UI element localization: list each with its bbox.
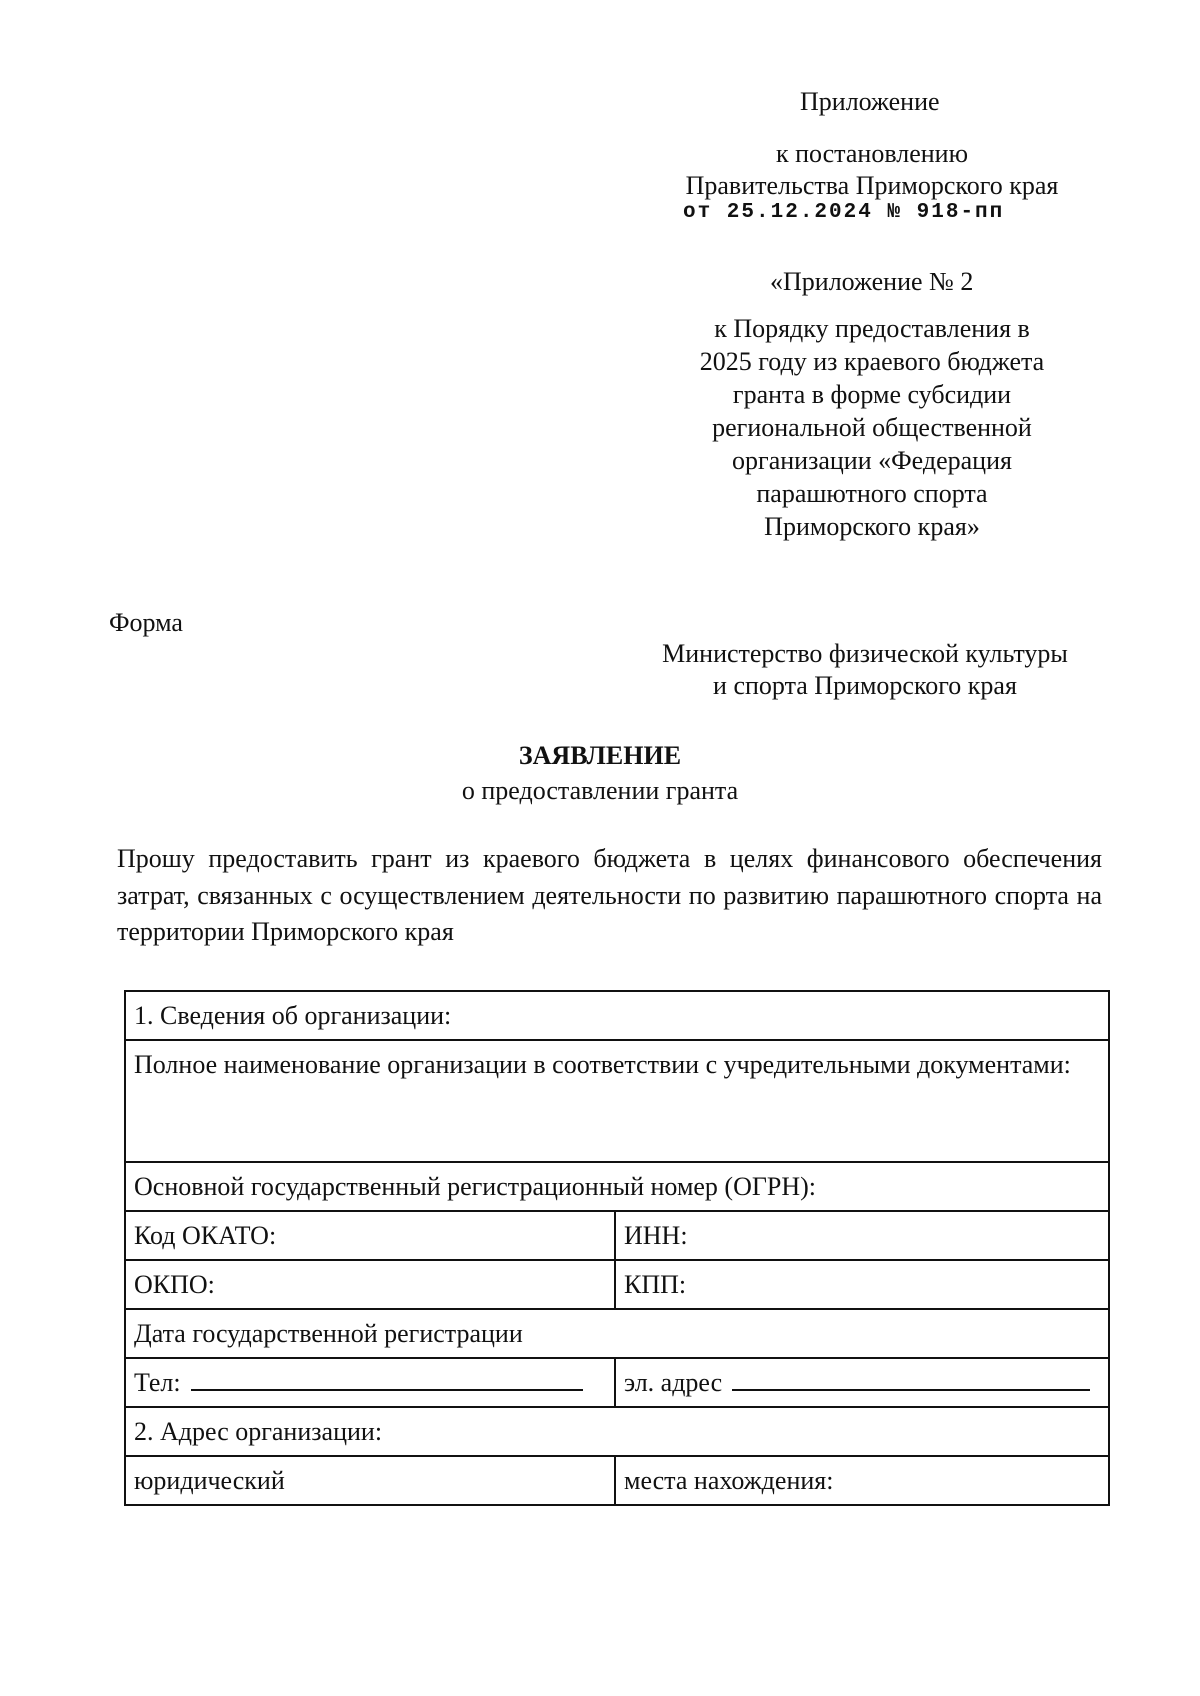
- table-row: [125, 991, 1109, 1040]
- table-row: [125, 1309, 1109, 1358]
- organization-info-table: [124, 990, 1110, 1506]
- order-line: организации «Федерация: [732, 446, 1012, 475]
- order-line: региональной общественной: [712, 413, 1032, 442]
- email-field[interactable]: [615, 1358, 1109, 1407]
- order-reference: [662, 312, 1082, 543]
- order-line: Приморского края»: [764, 512, 980, 541]
- okato-field[interactable]: Код ОКАТО:: [125, 1211, 615, 1260]
- order-line: гранта в форме субсидии: [732, 380, 1012, 409]
- document-subtitle: о предоставлении гранта: [461, 776, 739, 805]
- table-row: [125, 1358, 1109, 1407]
- resolution-line: Правительства Приморского края: [685, 171, 1059, 200]
- legal-address-field[interactable]: юридический: [125, 1456, 615, 1505]
- appendix-2-title: «Приложение № 2: [770, 267, 974, 296]
- request-paragraph: Прошу предоставить грант из краевого бюджета в целях финансового обеспечения затрат, связанных с осуществлением деятельности по развитию парашютного спорта на территории Приморского края: [117, 844, 1102, 946]
- registration-date-field[interactable]: Дата государственной регистрации: [125, 1309, 1109, 1358]
- ministry-line: Министерство физической культуры: [662, 639, 1068, 668]
- table-row: [125, 1260, 1109, 1309]
- full-name-field[interactable]: Полное наименование организации в соответствии с учредительными документами:: [125, 1040, 1109, 1162]
- order-line: парашютного спорта: [756, 479, 988, 508]
- inn-field[interactable]: ИНН:: [615, 1211, 1109, 1260]
- table-row: [125, 1211, 1109, 1260]
- kpp-field[interactable]: КПП:: [615, 1260, 1109, 1309]
- resolution-reference: [662, 138, 1082, 202]
- table-row: [125, 1040, 1109, 1162]
- form-label: Форма: [109, 608, 183, 637]
- ministry-addressee: [630, 638, 1100, 702]
- table-row: [125, 1456, 1109, 1505]
- email-input-line[interactable]: [732, 1365, 1090, 1391]
- location-address-field[interactable]: места нахождения:: [615, 1456, 1109, 1505]
- table-row: [125, 1162, 1109, 1211]
- okpo-field[interactable]: ОКПО:: [125, 1260, 615, 1309]
- document-title: ЗАЯВЛЕНИЕ: [518, 741, 682, 770]
- email-label: эл. адрес: [624, 1368, 723, 1397]
- resolution-date-stamp: от 25.12.2024 № 918-пп: [683, 201, 1005, 224]
- order-line: 2025 году из краевого бюджета: [699, 347, 1045, 376]
- phone-label: Тел:: [134, 1368, 181, 1397]
- appendix-title: Приложение: [800, 87, 940, 116]
- section-1-heading: 1. Сведения об организации:: [125, 991, 1109, 1040]
- ministry-line: и спорта Приморского края: [713, 671, 1017, 700]
- table-row: [125, 1407, 1109, 1456]
- phone-input-line[interactable]: [191, 1365, 583, 1391]
- resolution-line: к постановлению: [775, 139, 969, 168]
- ogrn-field[interactable]: Основной государственный регистрационный номер (ОГРН):: [125, 1162, 1109, 1211]
- phone-field[interactable]: [125, 1358, 615, 1407]
- order-line: к Порядку предоставления в: [714, 314, 1030, 343]
- section-2-heading: 2. Адрес организации:: [125, 1407, 1109, 1456]
